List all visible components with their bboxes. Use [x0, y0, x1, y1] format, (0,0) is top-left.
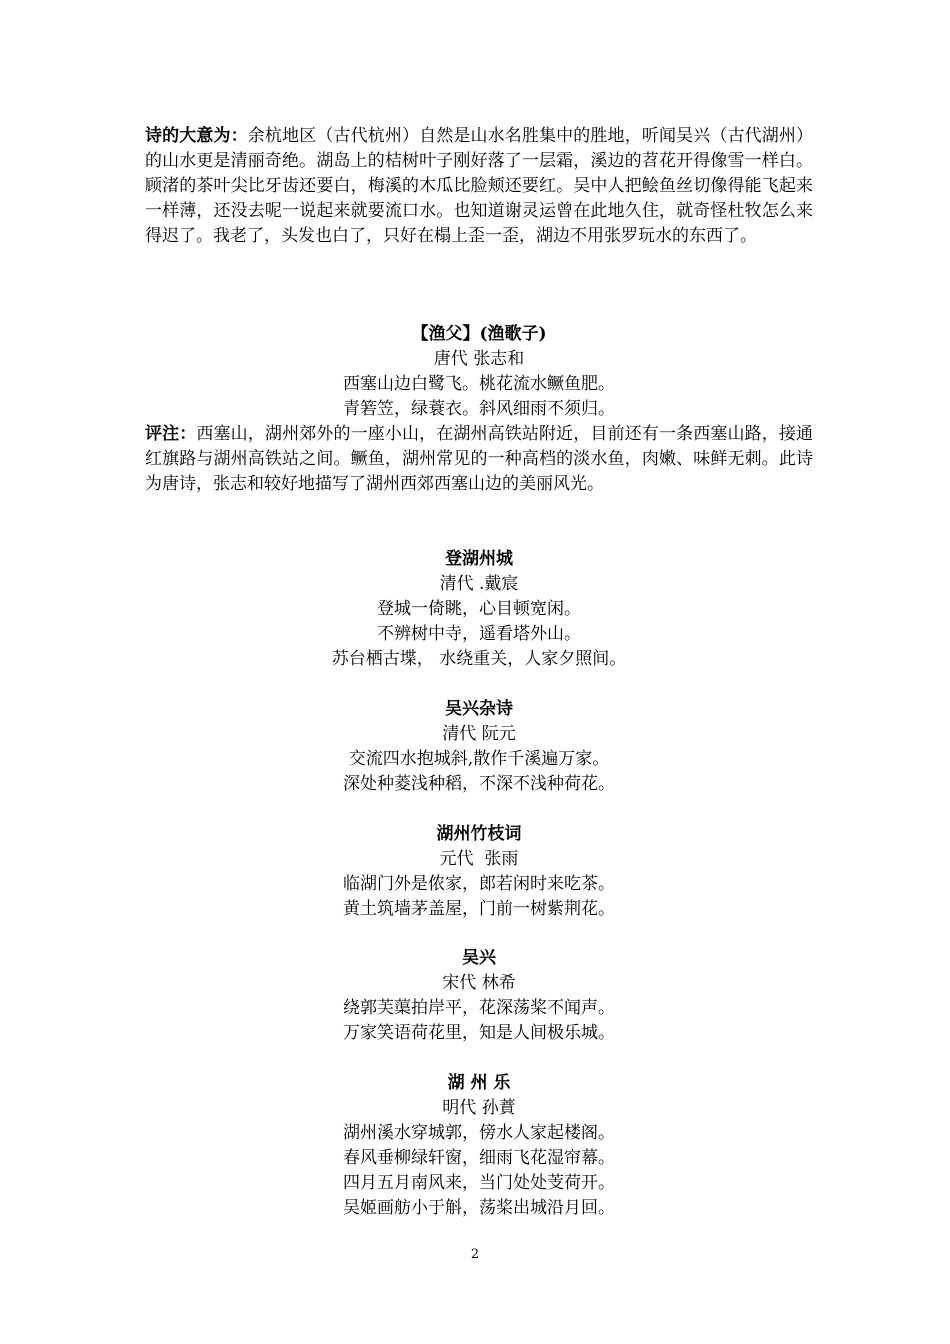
yufu-line: 青箬笠，绿蓑衣。斜风细雨不须归。: [343, 399, 615, 419]
yufu-note: [145, 422, 813, 497]
poem-author: 明代 孙蕡: [442, 1098, 516, 1118]
poem-author: 清代 .戴宸: [439, 574, 519, 594]
poem-author: 宋代 林希: [442, 973, 516, 993]
poem-line: 不辨树中寺，遥看塔外山。: [377, 624, 581, 644]
yufu-line: 西塞山边白鹭飞。桃花流水鳜鱼肥。: [343, 374, 615, 394]
poem-line: 交流四水抱城斜,散作千溪遍万家。: [348, 749, 610, 769]
poem-line: 黄土筑墙茅盖屋，门前一树紫荆花。: [343, 899, 615, 919]
poem-line: 万家笑语荷花里，知是人间极乐城。: [343, 1023, 615, 1043]
yufu-author: 唐代 张志和: [433, 349, 525, 369]
poem-line: 苏台栖古堞， 水绕重关，人家夕照间。: [331, 649, 627, 669]
yufu-title: 【渔父】(渔歌子): [411, 324, 547, 344]
poem-author: 元代 张雨: [439, 849, 519, 869]
poem-line: 深处种菱浅种稻，不深不浅种荷花。: [343, 774, 615, 794]
summary-paragraph: [145, 124, 813, 249]
poem-line: 湖州溪水穿城郭，傍水人家起楼阁。: [343, 1123, 615, 1143]
summary-label: 诗的大意为：: [145, 126, 248, 146]
summary-text: 余杭地区（古代杭州）自然是山水名胜集中的胜地，听闻吴兴（古代湖州）的山水更是清丽奇绝。湖岛上的桔树叶子刚好落了一层霜，溪边的苕花开得像雪一样白。顾渚的茶叶尖比牙齿还要白，梅溪的木瓜比脸颊还要红。吴中人把鲙鱼丝切像得能飞起来一样薄，还没去呢一说起来就要流口水。也知道谢灵运曾在此地久住，就奇怪杜牧怎么来得迟了。我老了，头发也白了，只好在榻上歪一歪，湖边不用张罗玩水的东西了。: [145, 126, 814, 246]
page-number: 2: [470, 1247, 480, 1262]
poem-line: 四月五月南风来，当门处处芰荷开。: [343, 1173, 615, 1193]
yufu-note-label: 评注：: [145, 424, 197, 444]
poem-title: 湖 州 乐: [447, 1073, 511, 1093]
poem-title: 登湖州城: [445, 549, 513, 569]
poem-title: 吴兴: [462, 948, 496, 968]
poem-line: 春风垂柳绿轩窗，细雨飞花湿帘幕。: [343, 1148, 615, 1168]
poem-author: 清代 阮元: [442, 724, 516, 744]
poem-title: 吴兴杂诗: [445, 699, 513, 719]
poem-line: 登城一倚眺，心目顿宽闲。: [377, 599, 581, 619]
poem-line: 绕郭芙蕖拍岸平，花深荡桨不闻声。: [343, 998, 615, 1018]
yufu-note-text: 西塞山，湖州郊外的一座小山，在湖州高铁站附近，目前还有一条西塞山路，接通红旗路与湖州高铁站之间。鳜鱼，湖州常见的一种高档的淡水鱼，肉嫩、味鲜无刺。此诗为唐诗，张志和较好地描写了湖州西郊西塞山边的美丽风光。: [145, 424, 814, 494]
poem-title: 湖州竹枝词: [436, 824, 522, 844]
poem-line: 吴姬画舫小于斛，荡桨出城沿月回。: [343, 1198, 615, 1218]
poem-line: 临湖门外是侬家，郎若闲时来吃茶。: [343, 874, 615, 894]
